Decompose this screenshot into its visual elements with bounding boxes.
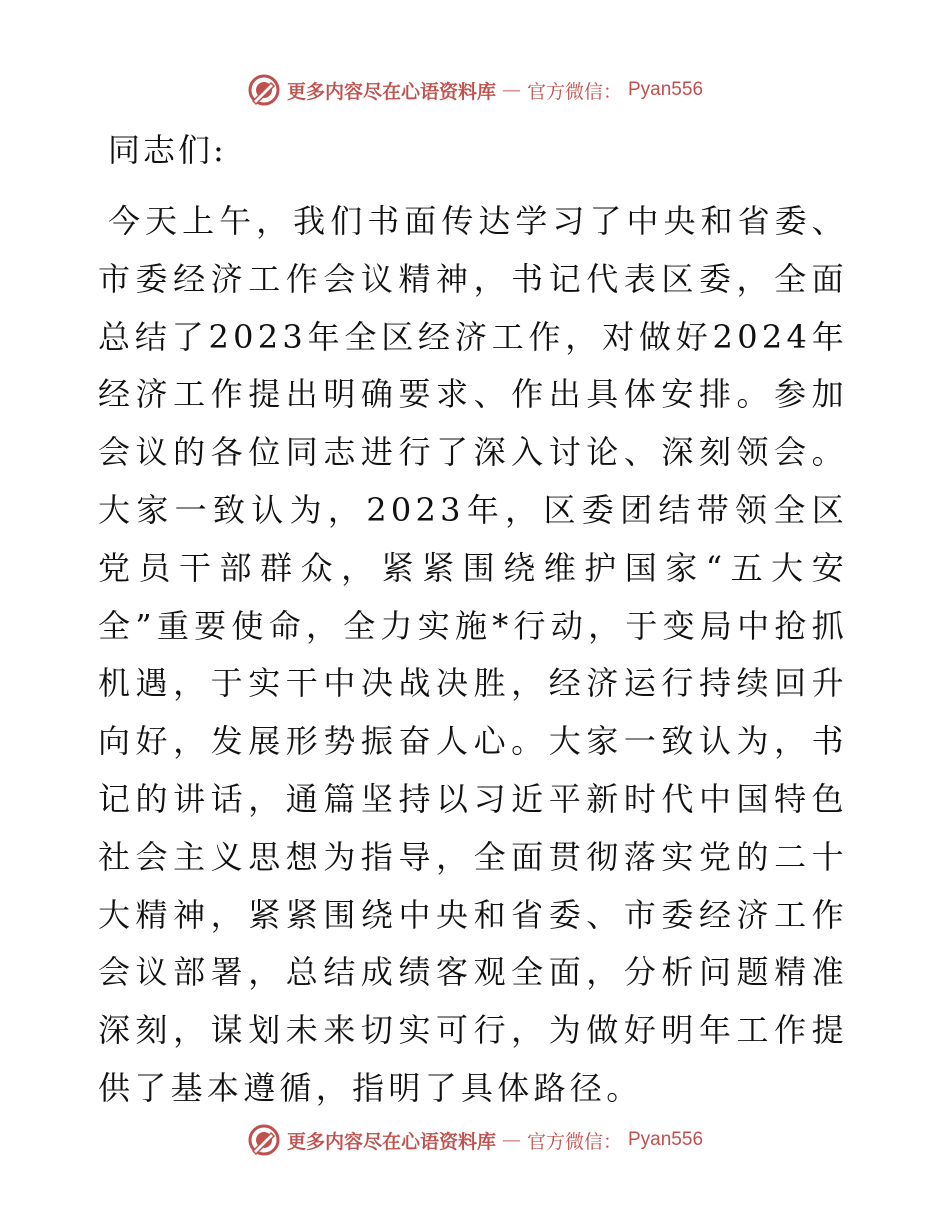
footer-watermark [0,1120,950,1160]
watermark-brand: 更多内容尽在心语资料库 [286,80,496,103]
body-paragraph: 今天上午，我们书面传达学习了中央和省委、市委经济工作会议精神，书记代表区委，全面总结了2023年全区经济工作，对做好2024年经济工作提出明确要求、作出具体安排。参加会议的各位同志进行了深入讨论、深刻领会。大家一致认为，2023年，区委团结带领全区党员干部群众，紧紧围绕维护国家“五大安全”重要使命，全力实施*行动，于变局中抢抓机遇，于实干中决战决胜，经济运行持续回升向好，发展形势振奋人心。大家一致认为，书记的讲话，通篇坚持以习近平新时代中国特色社会主义思想为指导，全面贯彻落实党的二十大精神，紧紧围绕中央和省委、市委经济工作会议部署，总结成绩客观全面，分析问题精准深刻，谋划未来切实可行，为做好明年工作提供了基本遵循，指明了具体路径。 [98,202,848,1107]
watermark-official-label: 官方微信： [526,80,622,103]
header-watermark [0,70,950,110]
pen-seal-icon [247,73,281,107]
watermark-dash: — [501,1129,521,1151]
pen-seal-icon [247,1123,281,1157]
watermark-official-label: 官方微信： [526,1130,622,1153]
watermark-wechat-id: Pyan556 [628,1129,704,1150]
salutation: 同志们: [108,131,227,169]
watermark-dash: — [501,79,521,101]
watermark-wechat-id: Pyan556 [628,79,704,100]
watermark-brand: 更多内容尽在心语资料库 [286,1130,496,1153]
